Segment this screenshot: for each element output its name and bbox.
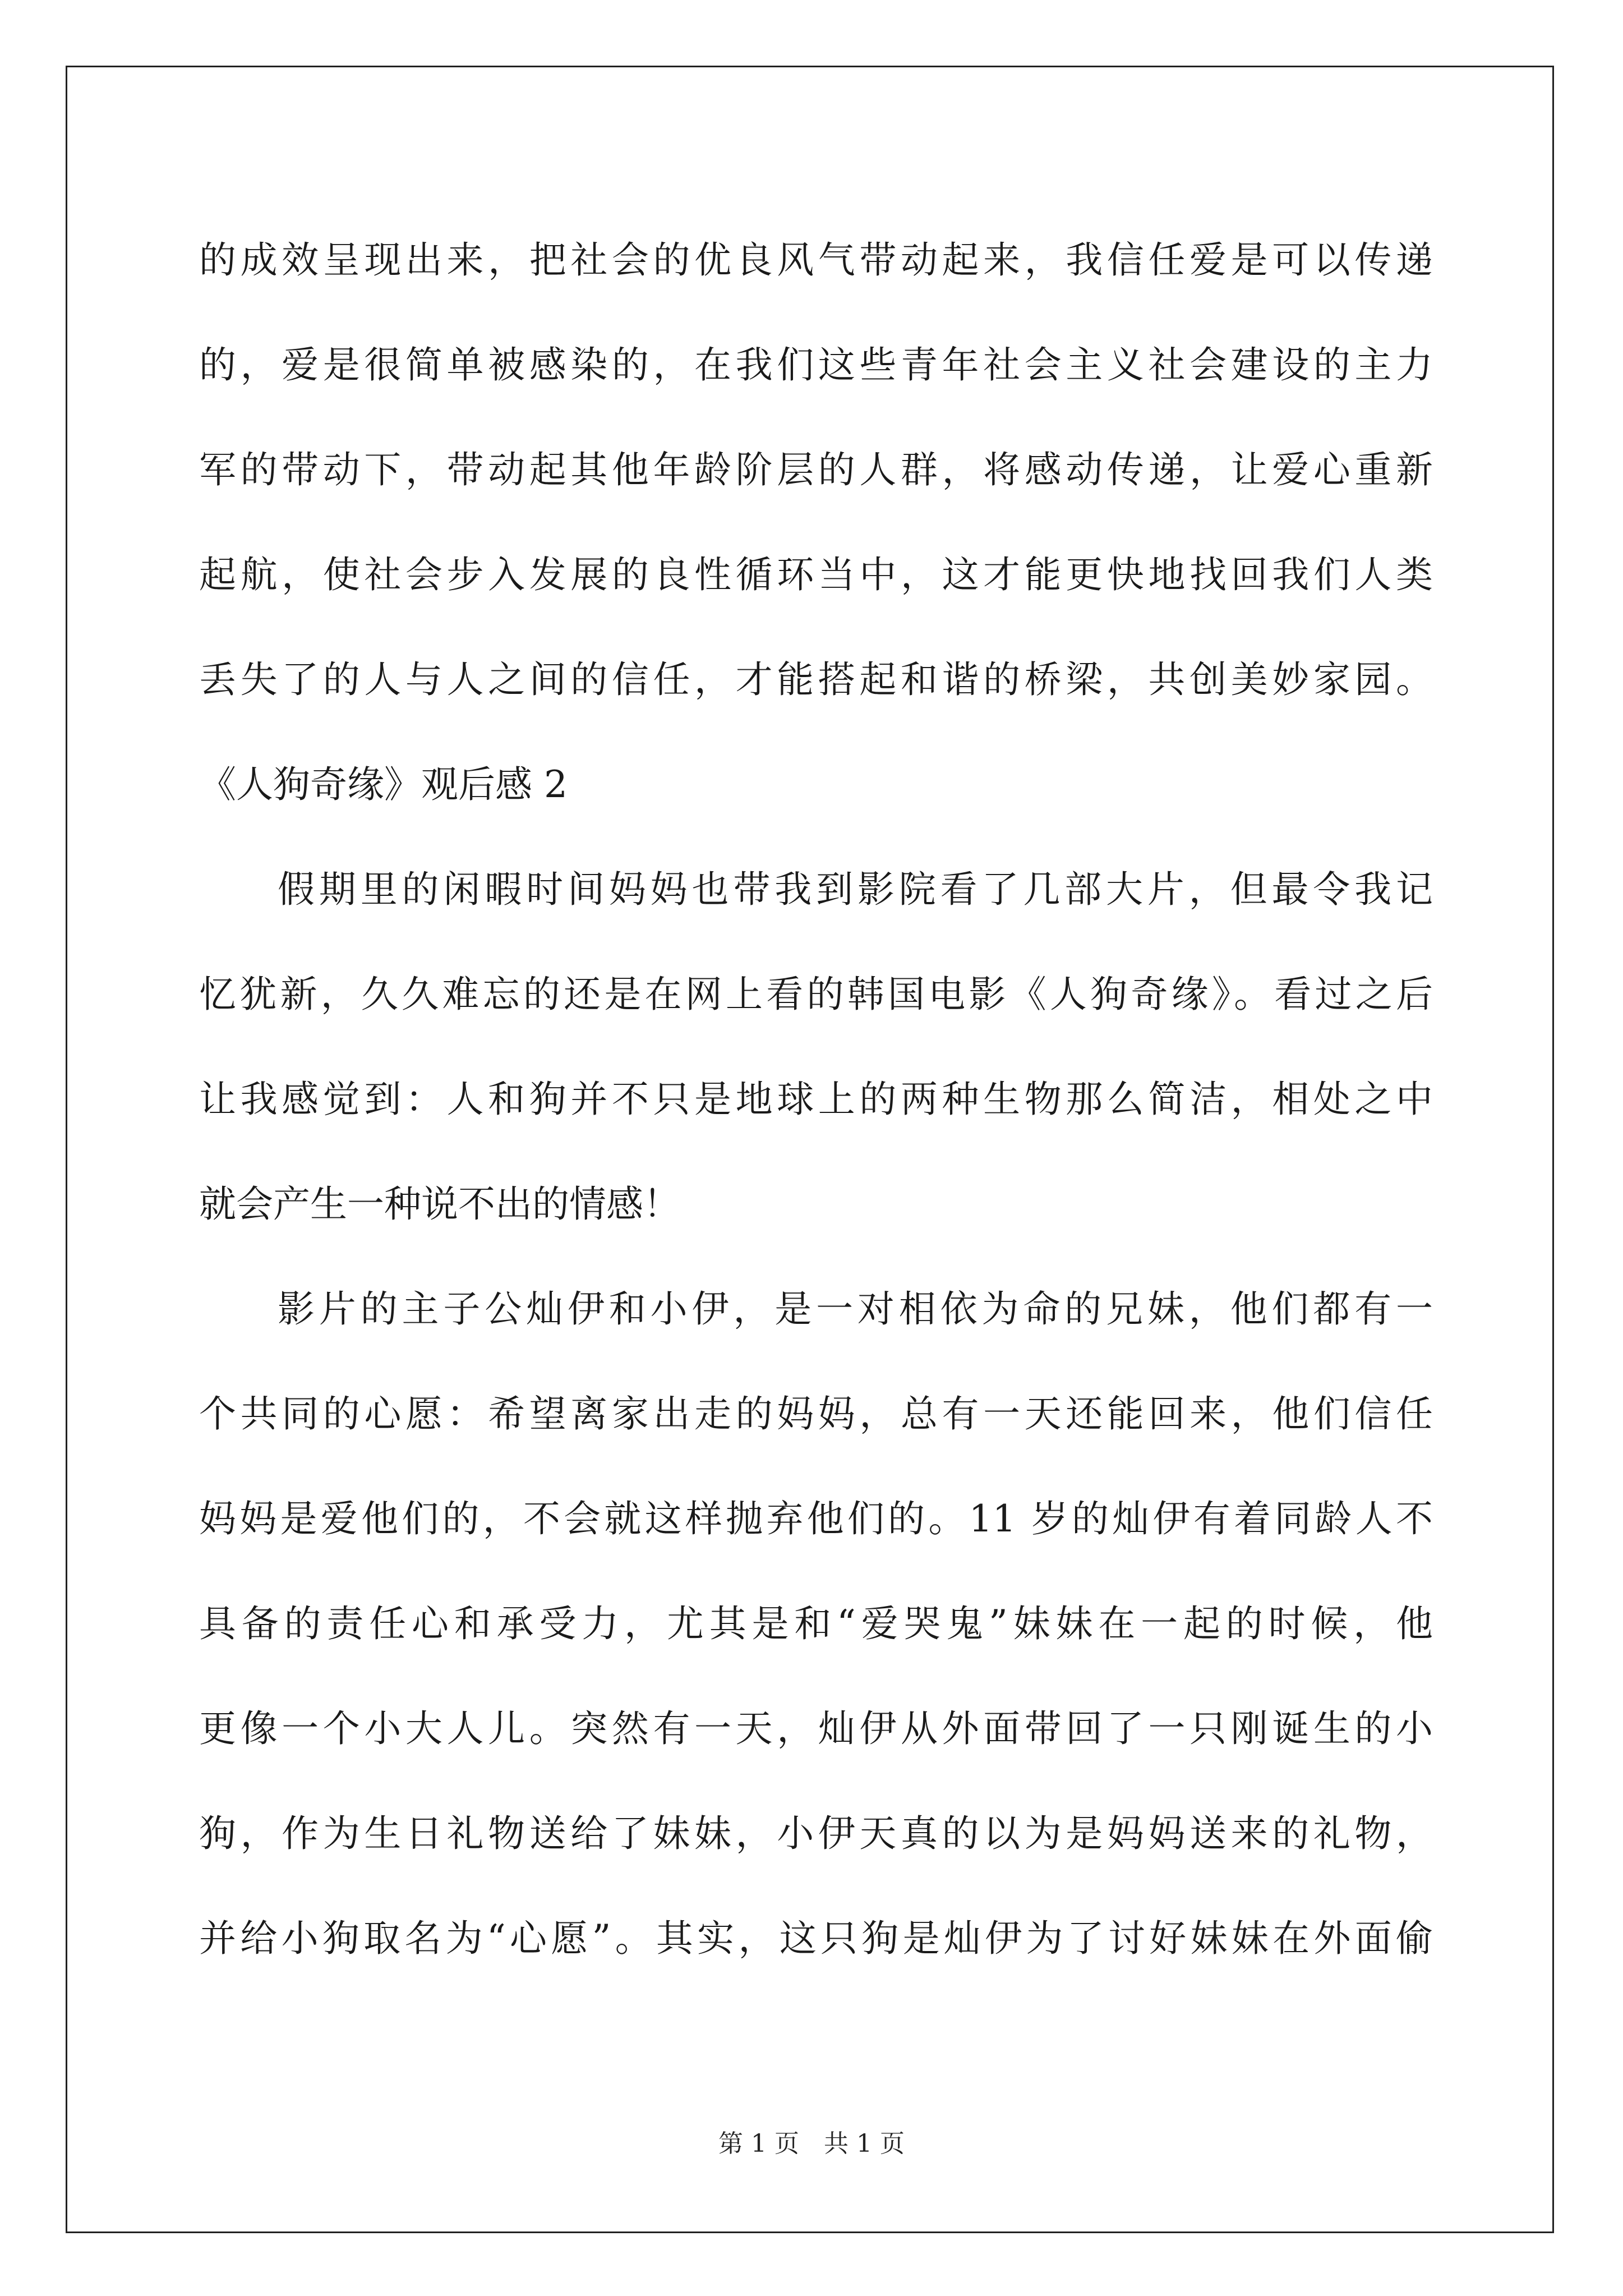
paragraph-first-line: 影片的主子公灿伊和小伊，是一对相依为命的兄妹，他们都有一 [278,1287,1433,1331]
page-footer: 第 1 页 共 1 页 [718,2129,905,2158]
text-line: 并给小狗取名为“心愿”。其实，这只狗是灿伊为了讨好妹妹在外面偷 [199,1917,1433,1960]
text-line: 具备的责任心和承受力，尤其是和“爱哭鬼”妹妹在一起的时候，他 [199,1602,1433,1645]
text-line: 更像一个小大人儿。突然有一天，灿伊从外面带回了一只刚诞生的小 [199,1707,1433,1750]
text-line: 丢失了的人与人之间的信任，才能搭起和谐的桥梁，共创美妙家园。 [199,658,1433,701]
text-line: 的成效呈现出来，把社会的优良风气带动起来，我信任爱是可以传递 [199,238,1433,282]
document-body [199,208,1433,1991]
text-line: 让我感觉到：人和狗并不只是地球上的两种生物那么简洁，相处之中 [199,1078,1433,1121]
text-line: 妈妈是爱他们的，不会就这样抛弃他们的。11 岁的灿伊有着同龄人不 [199,1497,1433,1540]
text-line: 就会产生一种说不出的情感！ [199,1182,680,1226]
text-line: 狗，作为生日礼物送给了妹妹，小伊天真的以为是妈妈送来的礼物， [199,1812,1433,1855]
paragraph-first-line: 假期里的闲暇时间妈妈也带我到影院看了几部大片，但最令我记 [278,868,1433,911]
text-line: 起航，使社会步入发展的良性循环当中，这才能更快地找回我们人类 [199,553,1433,596]
text-line: 的，爱是很简单被感染的，在我们这些青年社会主义社会建设的主力 [199,343,1433,386]
text-line: 军的带动下，带动起其他年龄阶层的人群，将感动传递，让爱心重新 [199,448,1433,491]
text-line: 忆犹新，久久难忘的还是在网上看的韩国电影《人狗奇缘》。看过之后 [199,973,1433,1016]
section-heading: 《人狗奇缘》观后感 2 [199,763,568,806]
text-line: 个共同的心愿：希望离家出走的妈妈，总有一天还能回来，他们信任 [199,1392,1433,1435]
